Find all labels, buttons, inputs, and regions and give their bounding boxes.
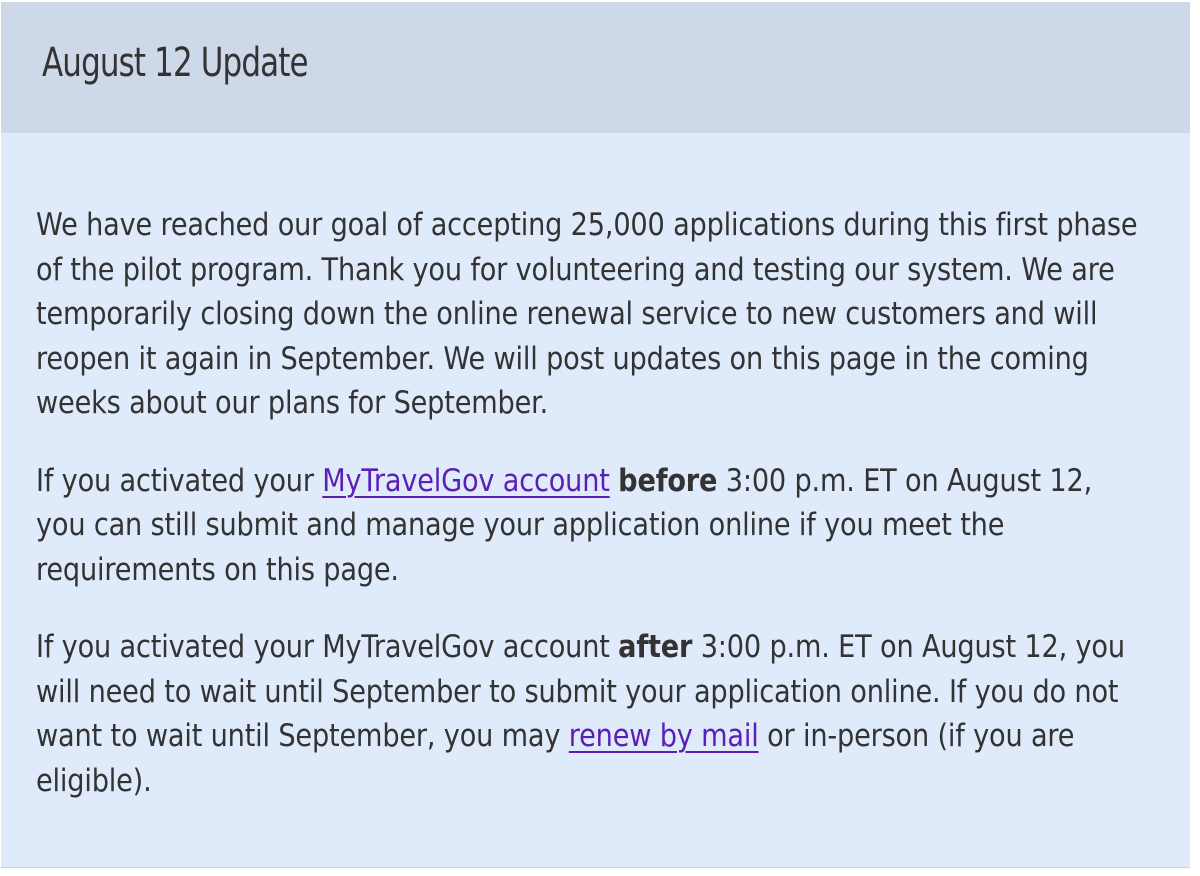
renew-by-mail-link[interactable]: renew by mail bbox=[568, 718, 759, 754]
before-emphasis: before bbox=[618, 462, 718, 499]
paragraph-2-text-start: If you activated your bbox=[36, 462, 323, 499]
update-paragraph-1: We have reached our goal of accepting 25,000 applications during this first phase of the pilot program. Thank you for volunteering and testing our system. We are temporarily closing down the online renewal service to new customers and will reopen it again in September. We will post updates on this page in the coming weeks about our plans for September. bbox=[36, 207, 1138, 421]
paragraph-3-text-start: If you activated your MyTravelGov account bbox=[36, 629, 619, 665]
update-paragraph-2 bbox=[36, 459, 1144, 593]
after-emphasis: after bbox=[618, 629, 693, 665]
update-title: August 12 Update bbox=[42, 39, 308, 86]
paragraph-3-text-end: or in-person (if you are eligible). bbox=[36, 718, 1075, 799]
mytravelgov-account-link[interactable]: MyTravelGov account bbox=[322, 462, 610, 499]
update-panel bbox=[1, 2, 1190, 868]
update-header bbox=[1, 2, 1190, 133]
paragraph-3-text-middle: 3:00 p.m. ET on August 12, you will need to wait until September to submit your application online. If you do not want to wait until September, you may bbox=[36, 629, 1125, 754]
paragraph-2-space bbox=[610, 463, 618, 499]
update-paragraph-3 bbox=[36, 625, 1144, 803]
update-body bbox=[1, 133, 1190, 803]
paragraph-2-text-end: 3:00 p.m. ET on August 12, you can still submit and manage your application online if you meet the requirements on this page. bbox=[36, 462, 1093, 588]
